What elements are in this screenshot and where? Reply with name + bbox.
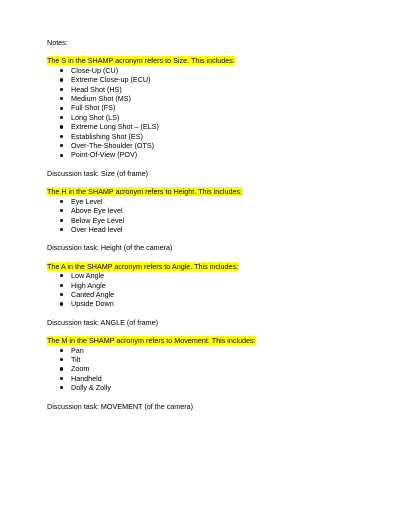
list-item — [47, 66, 367, 75]
discussion-task: Discussion task: Height (of the camera) — [47, 243, 173, 253]
list-item-text: Full Shot (FS) — [71, 103, 116, 113]
bullet-list — [47, 66, 367, 160]
discussion-task: Discussion task: Size (of frame) — [47, 168, 149, 178]
list-item-text: High Angle — [71, 280, 106, 290]
bullet-icon — [60, 367, 63, 370]
highlighted-heading-text: The S in the SHAMP acronym refers to Size. This includes: — [47, 56, 235, 66]
list-item — [47, 383, 367, 392]
list-item-text: Dolly & Zolly — [71, 383, 111, 393]
bullet-icon — [60, 349, 63, 352]
list-item — [47, 206, 367, 215]
list-item — [47, 346, 367, 355]
list-item-text: Above Eye level — [71, 206, 123, 216]
list-item-text: Long Shot (LS) — [71, 112, 120, 122]
section-angle — [47, 262, 367, 336]
list-item-text: Extreme Long Shot – (ELS) — [71, 122, 159, 132]
list-item — [47, 290, 367, 299]
bullet-icon — [60, 358, 63, 361]
list-item-text: Close-Up (CU) — [71, 65, 119, 75]
spacer — [47, 393, 367, 402]
list-item-text: Below Eye Level — [71, 215, 125, 225]
list-item-text: Pan — [71, 345, 84, 355]
bullet-icon — [60, 116, 63, 119]
list-item-text: Over Head level — [71, 224, 123, 234]
spacer — [47, 309, 367, 318]
bullet-icon — [60, 274, 63, 277]
list-item-text: Upside Down — [71, 299, 114, 309]
section-heading — [47, 56, 367, 65]
bullet-icon — [60, 78, 63, 81]
bullet-icon — [60, 209, 63, 212]
bullet-icon — [60, 107, 63, 110]
bullet-icon — [60, 125, 63, 128]
list-item-text: Medium Shot (MS) — [71, 94, 131, 104]
list-item-text: Establishing Shot (ES) — [71, 131, 143, 141]
list-item — [47, 281, 367, 290]
bullet-icon — [60, 377, 63, 380]
list-item — [47, 141, 367, 150]
bullet-icon — [60, 302, 63, 305]
list-item — [47, 355, 367, 364]
list-item — [47, 94, 367, 103]
bullet-icon — [60, 135, 63, 138]
bullet-icon — [60, 228, 63, 231]
list-item-text: Point-Of-View (POV) — [71, 150, 138, 160]
bullet-list — [47, 197, 367, 235]
bullet-icon — [60, 97, 63, 100]
bullet-icon — [60, 88, 63, 91]
spacer — [47, 178, 367, 187]
list-item-text: Extreme Close-up (ECU) — [71, 75, 151, 85]
list-item-text: Canted Angle — [71, 289, 115, 299]
discussion-task: Discussion task: ANGLE (of frame) — [47, 317, 159, 327]
list-item — [47, 150, 367, 159]
list-item-text: Head Shot (HS) — [71, 84, 122, 94]
spacer — [47, 234, 367, 243]
list-item — [47, 374, 367, 383]
list-item — [47, 85, 367, 94]
bullet-icon — [60, 293, 63, 296]
spacer — [47, 160, 367, 169]
spacer — [47, 327, 367, 336]
list-item-text: Low Angle — [71, 271, 105, 281]
list-item — [47, 75, 367, 84]
list-item-text: Eye Level — [71, 196, 103, 206]
bullet-icon — [60, 284, 63, 287]
list-item — [47, 299, 367, 308]
list-item — [47, 122, 367, 131]
list-item — [47, 271, 367, 280]
list-item-text: Over-The-Shoulder (OTS) — [71, 141, 155, 151]
section-movement — [47, 336, 367, 411]
notes-label: Notes: — [47, 38, 68, 47]
list-item — [47, 132, 367, 141]
highlighted-heading-text: The A in the SHAMP acronym refers to Angle. This includes: — [47, 261, 239, 271]
bullet-list — [47, 271, 367, 309]
bullet-list — [47, 346, 367, 393]
section-heading — [47, 187, 367, 196]
list-item — [47, 216, 367, 225]
section-size — [47, 56, 367, 187]
section-heading — [47, 262, 367, 271]
highlighted-heading-text: The H in the SHAMP acronym refers to Height. This includes: — [47, 187, 243, 197]
bullet-icon — [60, 219, 63, 222]
list-item-text: Handheld — [71, 373, 102, 383]
list-item — [47, 103, 367, 112]
highlighted-heading-text: The M in the SHAMP acronym refers to Movement. This includes: — [47, 336, 256, 346]
list-item-text: Zoom — [71, 364, 90, 374]
list-item — [47, 225, 367, 234]
list-item — [47, 113, 367, 122]
section-heading — [47, 336, 367, 345]
document-page — [47, 38, 367, 411]
bullet-icon — [60, 144, 63, 147]
bullet-icon — [60, 154, 63, 157]
discussion-task: Discussion task: MOVEMENT (of the camera) — [47, 401, 194, 411]
bullet-icon — [60, 386, 63, 389]
bullet-icon — [60, 200, 63, 203]
list-item-text: Tilt — [71, 354, 81, 364]
spacer — [47, 253, 367, 262]
bullet-icon — [60, 69, 63, 72]
section-height — [47, 187, 367, 261]
list-item — [47, 364, 367, 373]
list-item — [47, 197, 367, 206]
